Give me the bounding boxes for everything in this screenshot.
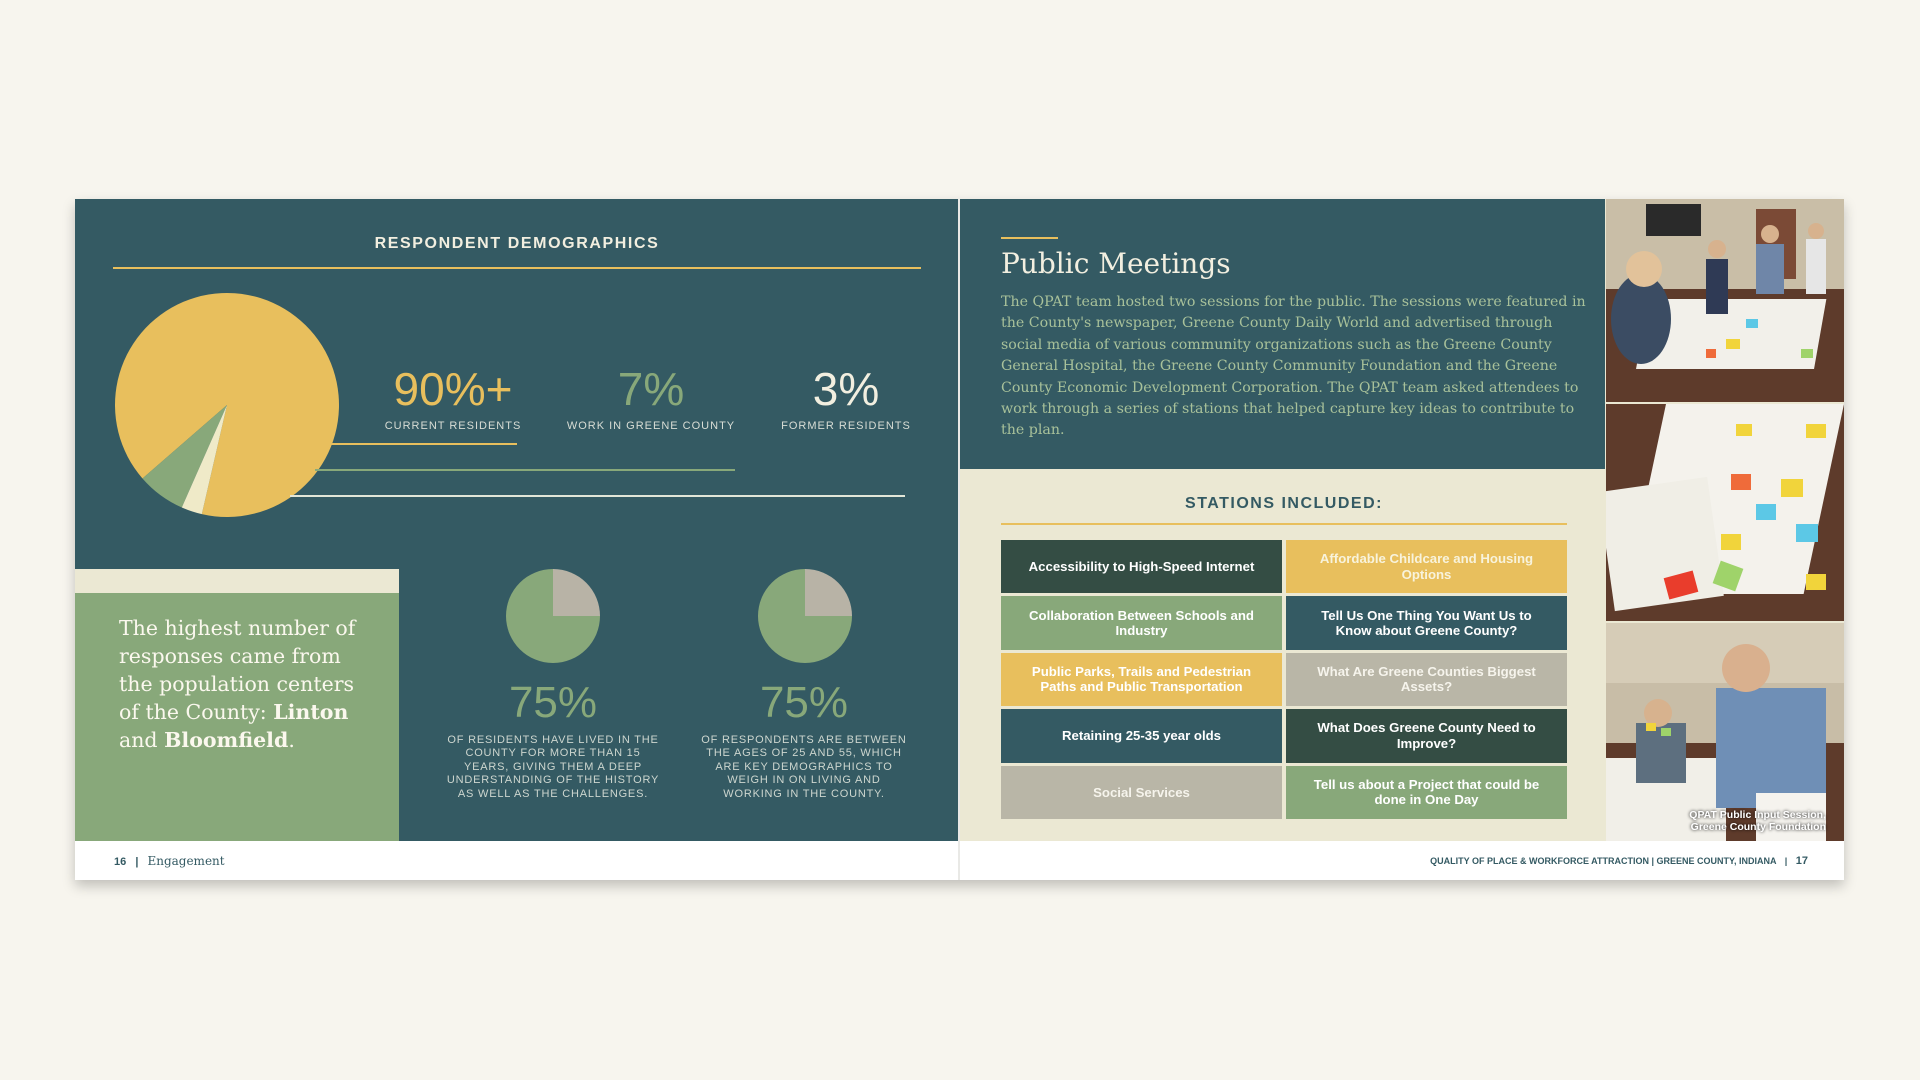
photo-caption-line-2: Greene County Foundation [1690,821,1826,833]
stations-grid [1001,540,1567,823]
stations-rule [1001,523,1567,525]
demographics-title: RESPONDENT DEMOGRAPHICS [374,235,660,252]
station-cell: What Does Greene County Need to Improve? [1286,709,1567,762]
quote-end: . [288,728,295,752]
quote-lead: The highest number of responses came from the population centers of the County: [119,616,356,724]
stat-value: 7% [617,363,685,415]
quote-box [75,593,399,841]
stat-label: CURRENT RESIDENTS [384,420,522,432]
footer-divider: | [135,856,139,868]
residency-pie-chart [506,569,600,663]
station-cell: Accessibility to High-Speed Internet [1001,540,1282,593]
section-name: Engagement [147,854,225,868]
footer-left [114,854,225,868]
residency-percent: 75% [508,678,598,727]
station-cell: Retaining 25-35 year olds [1001,709,1282,762]
page-number-right: 17 [1795,855,1808,867]
quote-and: and [119,728,165,752]
stat-former-residents [776,364,916,432]
station-cell: Tell us about a Project that could be done in One Day [1286,766,1567,819]
quote-accent-bar [75,569,399,593]
quote-strong-bloomfield: Bloomfield [164,728,289,752]
age-pie-chart [758,569,852,663]
age-percent: 75% [759,678,849,727]
station-cell: Public Parks, Trails and Pedestrian Paths and Public Transportation [1001,653,1282,706]
photo-caption-line-1: QPAT Public Input Session, [1689,809,1826,821]
station-cell: Tell Us One Thing You Want Us to Know about Greene County? [1286,596,1567,649]
pie-slice-remainder [553,569,600,616]
residency-description: OF RESIDENTS HAVE LIVED IN THE COUNTY FOR MORE THAN 15 YEARS, GIVING THEM A DEEP UNDERSTANDING OF THE HISTORY AS WELL AS THE CHALLENGES. [446,734,660,800]
station-cell: Social Services [1001,766,1282,819]
meeting-photo-1 [1606,199,1844,402]
gutter [958,199,960,880]
residents-pie-chart [115,293,339,517]
age-description: OF RESPONDENTS ARE BETWEEN THE AGES OF 25 AND 55, WHICH ARE KEY DEMOGRAPHICS TO WEIGH IN ON LIVING AND WORKING IN THE COUNTY. [701,734,907,800]
quote-text [119,614,379,754]
quote-strong-linton: Linton [273,700,349,724]
page-number-left: 16 [114,856,127,868]
title-rule [113,267,921,269]
photo-column [1606,199,1844,841]
leader-line-former [290,495,905,497]
station-cell: What Are Greene Counties Biggest Assets? [1286,653,1567,706]
stations-title: STATIONS INCLUDED: [1185,495,1383,512]
pie-slice-remainder [805,569,852,616]
public-meetings-title: Public Meetings [1001,247,1231,280]
footer-right [1430,855,1808,867]
public-meetings-body: The QPAT team hosted two sessions for the public. The sessions were featured in the County's newspaper, Greene County Daily World and advertised through social media of various community organizations such as the Greene County General Hospital, the Greene County Community Foundation and the Greene County Economic Development Corporation. The QPAT team asked attendees to work through a series of stations that helped capture key ideas to contribute to the plan. [1001,294,1586,439]
publication-title: QUALITY OF PLACE & WORKFORCE ATTRACTION | GREENE COUNTY, INDIANA [1430,856,1777,866]
meeting-photo-2 [1606,404,1844,621]
stat-label: FORMER RESIDENTS [781,420,911,432]
stat-current-residents [378,364,528,432]
title-accent-bar [1001,237,1058,239]
stat-value: 90%+ [393,363,513,415]
leader-line-work [315,469,735,471]
footer-divider: | [1784,856,1788,866]
stat-label: WORK IN GREENE COUNTY [566,420,736,432]
station-cell: Collaboration Between Schools and Industry [1001,596,1282,649]
photo-caption [1689,809,1826,833]
stat-work-in-county [566,364,736,432]
station-cell: Affordable Childcare and Housing Options [1286,540,1567,593]
stat-value: 3% [812,363,880,415]
leader-line-current [330,443,517,445]
